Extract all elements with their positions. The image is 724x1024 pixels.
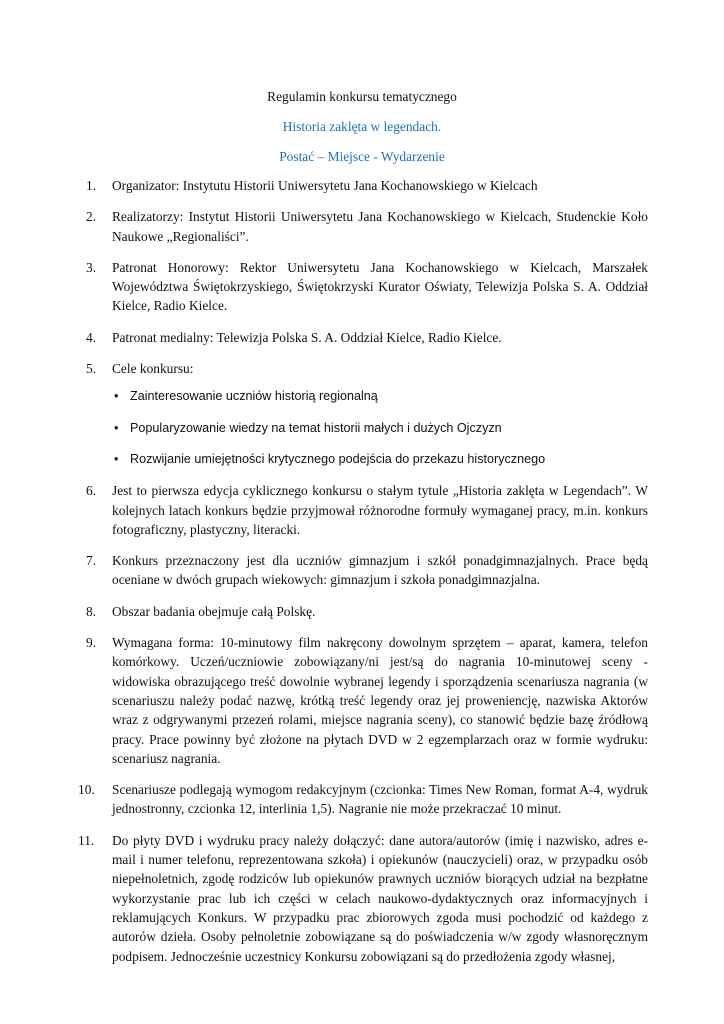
rule-number: 7. [86,553,97,569]
contest-subtitle: Postać – Miejsce - Wydarzenie [279,149,445,164]
rule-number: 11. [78,832,95,848]
rule-number: 4. [86,329,97,345]
bullet-icon: • [114,451,119,466]
goal-item [112,387,648,406]
rule-item [86,602,648,621]
goal-item [112,419,648,438]
rule-number: 10. [78,782,95,798]
rule-text: Scenariusze podlegają wymogom redakcyjnym (czcionka: Times New Roman, format A-4, wydruk jednostronny, czcionka 12, interlinia 1,5). Nagranie nie może przekraczać 10 minut. [112,782,648,817]
rule-item [78,831,648,966]
contest-name: Historia zaklęta w legendach. [282,119,442,134]
rule-text: Obszar badania obejmuje całą Polskę. [112,603,316,619]
rule-text: Wymagana forma: 10-minutowy film nakręcony dowolnym sprzętem – aparat, kamera, telefon komórkowy. Uczeń/uczniowie zobowiązany/ni jest/są do nagrania 10-minutowej sceny - widowiska obrazującego treść dowolnie wybranej legendy i sporządzenia scenariusza nagrania (w scenariuszu należy podać nazwę, krótką treść legendy oraz jej proweniencję, nazwiska Aktorów wraz z odgrywanymi przezeń rolami, miejsce nagrania sceny), co stanowić będzie bazę źródłową pracy. Prace powinny być złożone na płytach DVD w 2 egzemplarzach oraz w formie wydruku: scenariusz nagrania. [112,635,648,766]
rule-number: 8. [86,603,97,619]
rule-item [78,780,648,819]
rule-text: Konkurs przeznaczony jest dla uczniów gimnazjum i szkół ponadgimnazjalnych. Prace będą oceniane w dwóch grupach wiekowych: gimnazjum i szkoła ponadgimnazjalna. [112,553,648,588]
rule-item [86,176,648,195]
rule-item [86,633,648,768]
rule-text: Organizator: Instytutu Historii Uniwersytetu Jana Kochanowskiego w Kielcach [112,178,538,193]
rule-number: 9. [86,635,97,651]
bullet-icon: • [114,420,119,435]
rule-item [86,481,648,539]
rule-item [86,359,648,469]
rule-number: 2. [86,209,97,225]
rule-item [86,328,648,347]
rule-item [86,207,648,246]
document-title: Regulamin konkursu tematycznego [267,89,457,104]
rule-number: 5. [86,361,97,377]
rule-text: Cele konkursu: [112,361,194,377]
goal-text: Popularyzowanie wiedzy na temat historii małych i dużych Ojczyzn [130,420,502,435]
bullet-icon: • [114,389,119,404]
rule-text: Do płyty DVD i wydruku pracy należy dołączyć: dane autora/autorów (imię i nazwisko, adres e-mail i numer telefonu, reprezentowana szkoła) i opiekunów (nauczycieli) oraz, w przypadku osób niepełnoletnich, zgodę rodziców lub opiekunów prawnych uczniów biorących udział na bezpłatne wykorzystanie prac lub ich części w celach naukowo-dydaktycznych oraz informacyjnych i reklamujących Konkurs. W przypadku prac zbiorowych zgoda musi pochodzić od każdego z autorów dzieła. Osoby pełnoletnie zobowiązane są do poświadczenia w/w zgody własnoręcznym podpisem. Jednocześnie uczestnicy Konkursu zobowiązani są do przedłożenia zgody własnej, [112,832,648,964]
goal-item [112,450,648,469]
rule-number: 3. [86,259,97,275]
rule-text: Patronat medialny: Telewizja Polska S. A. Oddział Kielce, Radio Kielce. [112,329,502,345]
rule-number: 1. [86,178,97,193]
rules-list [78,176,648,978]
rule-text: Patronat Honorowy: Rektor Uniwersytetu Jana Kochanowskiego w Kielcach, Marszałek Województwa Świętokrzyskiego, Świętokrzyski Kurator Oświaty, Telewizja Polska S. A. Oddział Kielce, Radio Kielce. [112,259,648,314]
rule-number: 6. [86,483,97,499]
rule-text: Realizatorzy: Instytut Historii Uniwersytetu Jana Kochanowskiego w Kielcach, Studenckie Koło Naukowe „Regionaliści”. [112,209,648,244]
goal-text: Rozwijanie umiejętności krytycznego podejścia do przekazu historycznego [130,451,546,466]
rule-item [86,258,648,316]
rule-text: Jest to pierwsza edycja cyklicznego konkursu o stałym tytule „Historia zaklęta w Legendach”. W kolejnych latach konkurs będzie przyjmował różnorodne formuły wymaganej pracy, m.in. konkurs fotograficzny, plastyczny, literacki. [112,483,648,537]
rule-item [86,551,648,590]
goals-list [112,387,648,469]
goal-text: Zainteresowanie uczniów historią regionalną [130,389,378,404]
